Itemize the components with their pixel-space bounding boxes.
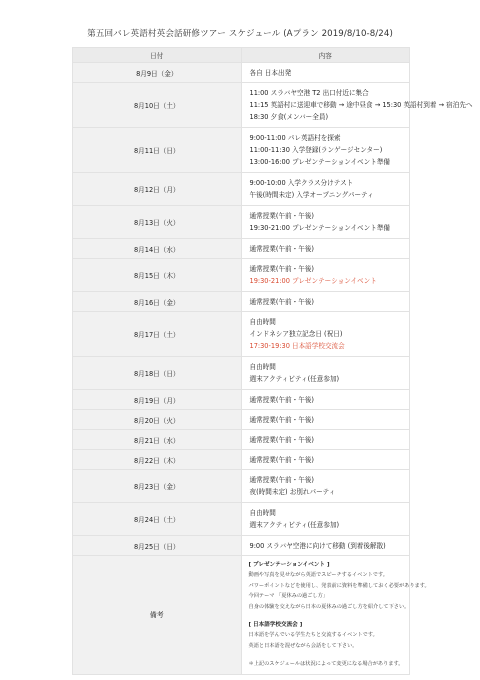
table-row xyxy=(73,259,410,292)
date-cell: 8月23日（金） xyxy=(73,470,242,503)
content-cell xyxy=(241,470,410,503)
schedule-line: 通常授業(午前・午後) xyxy=(249,395,314,404)
date-cell: 8月15日（木） xyxy=(73,259,242,292)
schedule-line: 18:30 夕食(メンバー全員) xyxy=(249,113,329,121)
schedule-line: 通常授業(午前・午後) xyxy=(249,212,314,220)
schedule-line: 11:00 スラバヤ空港 T2 出口付近に集合 xyxy=(249,89,369,97)
schedule-line: 通常授業(午前・午後) xyxy=(249,297,314,306)
schedule-line: 夜(時間未定) お別れパーティ xyxy=(249,488,336,496)
content-cell xyxy=(241,206,410,239)
schedule-line: 午後(時間未定) 入学オープニングパーティ xyxy=(249,191,374,199)
table-row xyxy=(73,292,410,312)
header-date: 日付 xyxy=(73,48,242,63)
schedule-line: インドネシア独立記念日 (祝日) xyxy=(249,330,343,338)
table-row xyxy=(73,390,410,410)
table-row xyxy=(73,128,410,173)
table-row xyxy=(73,63,410,83)
date-cell: 8月16日（金） xyxy=(73,292,242,312)
notes-label: 備考 xyxy=(73,556,242,675)
content-cell xyxy=(241,239,410,259)
note-line: 自身の体験を交えながら日本の夏休みの過ごし方を紹介して下さい。 xyxy=(248,603,410,610)
schedule-line: 通常授業(午前・午後) xyxy=(249,265,314,273)
table-row xyxy=(73,83,410,128)
date-cell: 8月17日（土） xyxy=(73,312,242,357)
note-line: 英語と日本語を混ぜながら会話をして下さい。 xyxy=(248,642,358,649)
content-cell xyxy=(241,259,410,292)
date-cell: 8月21日（水） xyxy=(73,430,242,450)
note-heading: [ 日本語学校交流会 ] xyxy=(248,622,303,628)
table-row xyxy=(73,503,410,536)
content-cell xyxy=(241,536,410,556)
schedule-line: 各自 日本出発 xyxy=(249,68,292,77)
table-row xyxy=(73,357,410,390)
content-cell xyxy=(241,128,410,173)
note-spacer xyxy=(249,651,410,659)
content-cell xyxy=(241,390,410,410)
highlighted-event-line: 17:30-19:30 日本語学校交流会 xyxy=(249,342,345,350)
schedule-line: 自由時間 xyxy=(249,318,276,326)
schedule-body xyxy=(73,63,473,556)
schedule-line: 通常授業(午前・午後) xyxy=(249,435,314,444)
schedule-line: 自由時間 xyxy=(249,363,276,371)
schedule-line: 19:30-21:00 プレゼンテーションイベント準備 xyxy=(249,224,391,232)
notes-cell xyxy=(241,556,430,675)
content-cell xyxy=(241,292,410,312)
date-cell: 8月14日（水） xyxy=(73,239,242,259)
date-cell: 8月13日（火） xyxy=(73,206,242,239)
date-cell: 8月22日（木） xyxy=(73,450,242,470)
content-cell xyxy=(241,450,410,470)
schedule-line: 9:00-10:00 入学クラス分けテスト xyxy=(249,179,354,187)
content-cell xyxy=(241,430,410,450)
schedule-line: 11:15 英語村に送迎車で移動 → 途中昼食 → 15:30 英語村到着 → 宿泊先へ xyxy=(249,101,473,109)
date-cell: 8月24日（土） xyxy=(73,503,242,536)
schedule-table xyxy=(72,47,473,675)
date-cell: 8月20日（火） xyxy=(73,410,242,430)
header-content: 内容 xyxy=(241,48,410,63)
table-row xyxy=(73,312,410,357)
date-cell: 8月18日（日） xyxy=(73,357,242,390)
content-cell xyxy=(241,503,410,536)
schedule-line: 13:00-16:00 プレゼンテーションイベント準備 xyxy=(249,158,391,166)
schedule-line: 9:00 スラバヤ空港に向けて移動 (到着後解散) xyxy=(249,541,386,550)
table-row xyxy=(73,430,410,450)
schedule-line: 11:00-11:30 入学登録(ランゲージセンター) xyxy=(249,146,383,154)
page-title: 第五回バレ英語村英会話研修ツアー スケジュール (Aプラン 2019/8/10-8/24) xyxy=(87,29,393,39)
table-row xyxy=(73,206,410,239)
date-cell: 8月25日（日） xyxy=(73,536,242,556)
content-cell xyxy=(241,83,473,128)
table-row xyxy=(73,536,410,556)
note-heading: [ プレゼンテーションイベント ] xyxy=(248,562,330,568)
note-spacer xyxy=(249,612,410,620)
content-cell xyxy=(241,357,410,390)
schedule-line: 週末アクティビティ(任意参加) xyxy=(249,521,340,529)
table-row xyxy=(73,239,410,259)
table-row xyxy=(73,470,410,503)
highlighted-event-line: 19:30-21:00 プレゼンテーションイベント xyxy=(249,277,377,285)
date-cell: 8月10日（土） xyxy=(73,83,242,128)
content-cell xyxy=(241,173,410,206)
schedule-line: 通常授業(午前・午後) xyxy=(249,244,314,253)
content-cell xyxy=(241,312,410,357)
content-cell xyxy=(241,410,410,430)
schedule-line: 自由時間 xyxy=(249,509,276,517)
table-row xyxy=(73,450,410,470)
schedule-line: 通常授業(午前・午後) xyxy=(249,415,314,424)
table-row xyxy=(73,173,410,206)
date-cell: 8月19日（月） xyxy=(73,390,242,410)
schedule-line: 通常授業(午前・午後) xyxy=(249,455,314,464)
schedule-line: 通常授業(午前・午後) xyxy=(249,476,314,484)
schedule-line: 週末アクティビティ(任意参加) xyxy=(249,375,340,383)
table-header-row xyxy=(73,48,410,63)
date-cell: 8月9日（金） xyxy=(73,63,242,83)
notes-row xyxy=(73,556,410,675)
date-cell: 8月11日（日） xyxy=(73,128,242,173)
note-line: パワーポイントなどを使用し、発表前に資料を準備しておく必要があります。 xyxy=(248,582,430,589)
note-footnote: ＊上記のスケジュールは状況によって変更になる場合があります。 xyxy=(248,661,404,667)
table-row xyxy=(73,410,410,430)
schedule-line: 9:00-11:00 パレ英語村を探索 xyxy=(249,134,341,142)
note-line: 日本語を学んでいる学生たちと交流するイベントです。 xyxy=(248,632,378,638)
note-line: 今回テーマ 「夏休みの過ごし方」 xyxy=(248,593,328,599)
note-line: 動画や写真を見せながら英語でスピーチするイベントです。 xyxy=(248,572,388,578)
date-cell: 8月12日（月） xyxy=(73,173,242,206)
content-cell xyxy=(241,63,410,83)
